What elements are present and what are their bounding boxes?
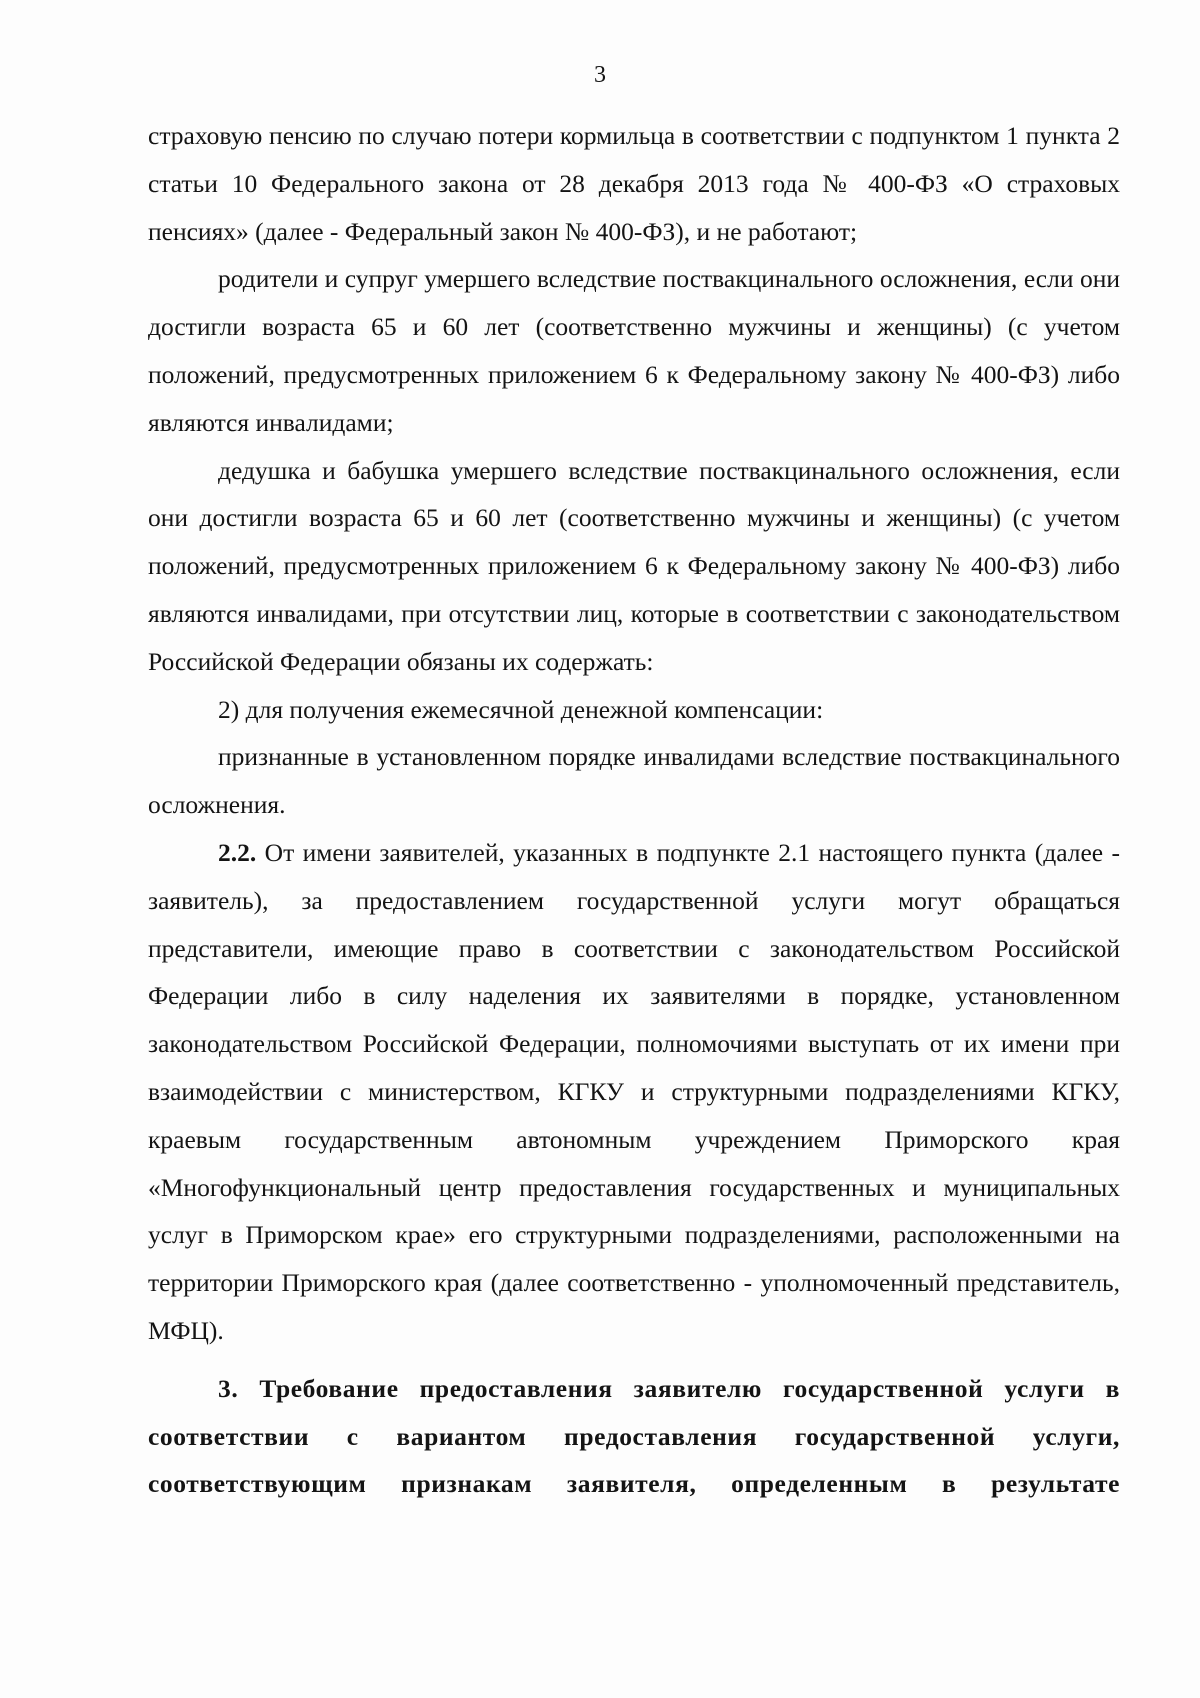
page-number: 3 (594, 62, 606, 88)
section-heading: 3. Требование предоставления заявителю государственной услуги в соответствии с вариантом предоставления государственной услуги, соответствующим признакам заявителя, определенным в результате (148, 1373, 1120, 1499)
paragraph-parents-spouse: родители и супруг умершего вследствие поствакцинального осложнения, если они достигли возраста 65 и 60 лет (соответственно мужчины и женщины) (с учетом положений, предусмотренных приложением 6 к Федеральному закону № 400-ФЗ) либо являются инвалидами; (148, 264, 1120, 437)
paragraph-survivor-pension: страховую пенсию по случаю потери кормильца в соответствии с подпунктом 1 пункта 2 статьи 10 Федерального закона от 28 декабря 2013 года № 400-ФЗ «О страховых пенсиях» (далее - Федеральный закон № 400-ФЗ), и не работают; (148, 121, 1120, 246)
paragraph-grandparents: дедушка и бабушка умершего вследствие поствакцинального осложнения, если они достигли возраста 65 и 60 лет (соответственно мужчины и женщины) (с учетом положений, предусмотренных приложением 6 к Федеральному закону № 400-ФЗ) либо являются инвалидами, при отсутствии лиц, которые в соответствии с законодательством Российской Федерации обязаны их содержать: (148, 455, 1120, 676)
paragraph-representatives-text: От имени заявителей, указанных в подпункте 2.1 настоящего пункта (далее - заявитель), за предоставлением государственной услуги могут обращаться представители, имеющие право в соответствии с законодательством Российской Федерации либо в силу наделения их заявителями в порядке, установленном законодательством Российской Федерации, полномочиями выступать от их имени при взаимодействии с министерством, КГКУ и структурными подразделениями КГКУ, краевым государственным автономным учреждением Приморского края «Многофункциональный центр предоставления государственных и муниципальных услуг в Приморском крае» его структурными подразделениями, расположенными на территории Приморского края (далее соответственно - уполномоченный представитель, МФЦ). (148, 837, 1120, 1345)
paragraph-representatives (148, 829, 1120, 1355)
paragraph-disabled-persons: признанные в установленном порядке инвалидами вследствие поствакцинального осложнения. (148, 742, 1120, 820)
document-body (148, 112, 1120, 1508)
paragraph-number-label: 2.2. (218, 837, 257, 867)
paragraph-monthly-compensation: 2) для получения ежемесячной денежной компенсации: (218, 694, 824, 724)
